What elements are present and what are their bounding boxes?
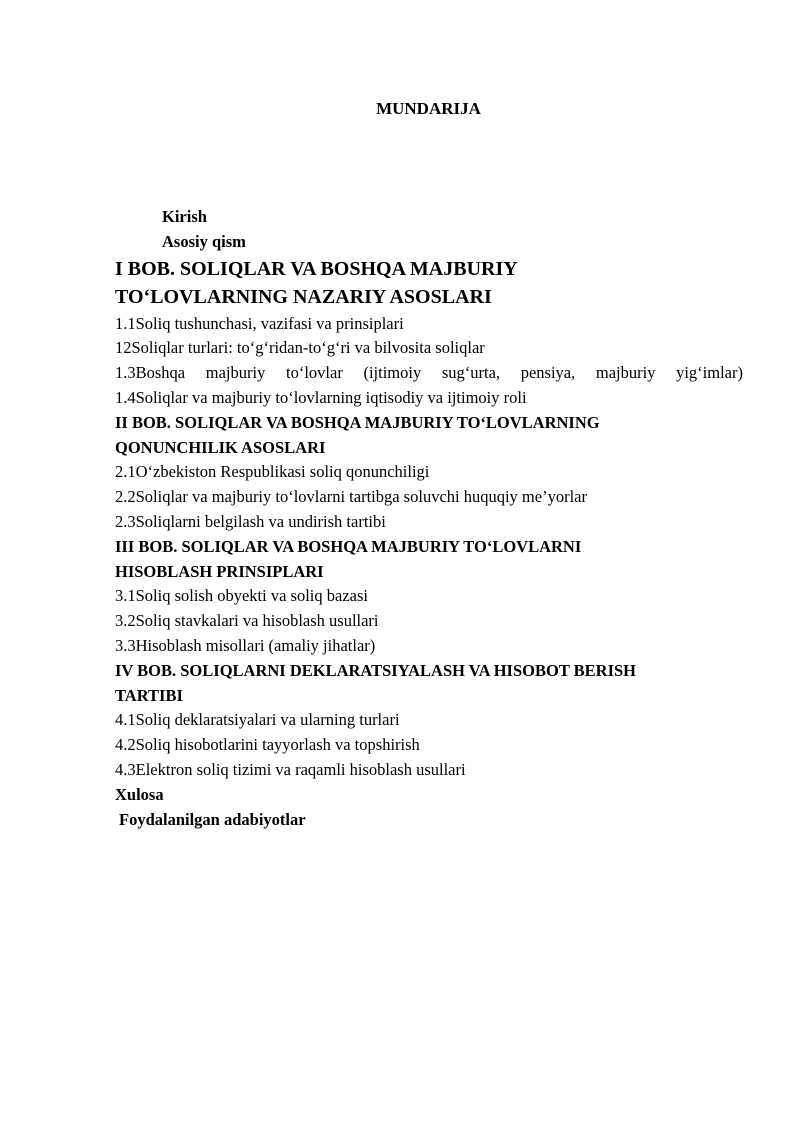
toc-main-part: Asosiy qism xyxy=(162,231,246,251)
table-of-contents xyxy=(115,205,743,832)
toc-item-3-1: 3.1Soliq solish obyekti va soliq bazasi xyxy=(115,586,368,606)
toc-item-3-3: 3.3Hisoblash misollari (amaliy jihatlar) xyxy=(115,635,376,655)
toc-chapter-2-line-2: QONUNCHILIK ASOSLARI xyxy=(115,437,326,457)
toc-item-1-3: 1.3Boshqa majburiy to‘lovlar (ijtimoiy sug‘urta, pensiya, majburiy yig‘imlar) xyxy=(115,363,743,383)
toc-item-1-1: 1.1Soliq tushunchasi, vazifasi va prinsiplari xyxy=(115,313,404,333)
toc-item-4-3: 4.3Elektron soliq tizimi va raqamli hisoblash usullari xyxy=(115,759,466,779)
toc-chapter-1-line-1: I BOB. SOLIQLAR VA BOSHQA MAJBURIY xyxy=(115,257,518,280)
toc-chapter-1-line-2: TO‘LOVLARNING NAZARIY ASOSLARI xyxy=(115,286,492,309)
toc-item-4-1: 4.1Soliq deklaratsiyalari va ularning turlari xyxy=(115,710,400,730)
toc-item-2-3: 2.3Soliqlarni belgilash va undirish tartibi xyxy=(115,511,386,531)
toc-chapter-3-line-2: HISOBLASH PRINSIPLARI xyxy=(115,561,324,581)
toc-item-4-2: 4.2Soliq hisobotlarini tayyorlash va topshirish xyxy=(115,735,420,755)
toc-chapter-3-line-1: III BOB. SOLIQLAR VA BOSHQA MAJBURIY TO‘LOVLARNI xyxy=(115,536,582,556)
toc-intro: Kirish xyxy=(162,207,207,226)
toc-item-3-2: 3.2Soliq stavkalari va hisoblash usullari xyxy=(115,611,379,631)
toc-chapter-4-line-2: TARTIBI xyxy=(115,685,183,705)
page-title: MUNDARIJA xyxy=(376,99,481,118)
toc-references: Foydalanilgan adabiyotlar xyxy=(119,809,306,829)
toc-conclusion: Xulosa xyxy=(115,784,164,804)
toc-item-2-1: 2.1O‘zbekiston Respublikasi soliq qonunchiligi xyxy=(115,462,430,482)
toc-item-2-2: 2.2Soliqlar va majburiy to‘lovlarni tartibga soluvchi huquqiy me’yorlar xyxy=(115,487,587,507)
toc-item-1-4: 1.4Soliqlar va majburiy to‘lovlarning iqtisodiy va ijtimoiy roli xyxy=(115,387,527,407)
toc-chapter-2-line-1: II BOB. SOLIQLAR VA BOSHQA MAJBURIY TO‘LOVLARNING xyxy=(115,412,600,432)
toc-item-1-2: 12Soliqlar turlari: to‘g‘ridan-to‘g‘ri va bilvosita soliqlar xyxy=(115,338,485,358)
toc-chapter-4-line-1: IV BOB. SOLIQLARNI DEKLARATSIYALASH VA HISOBOT BERISH xyxy=(115,660,637,680)
